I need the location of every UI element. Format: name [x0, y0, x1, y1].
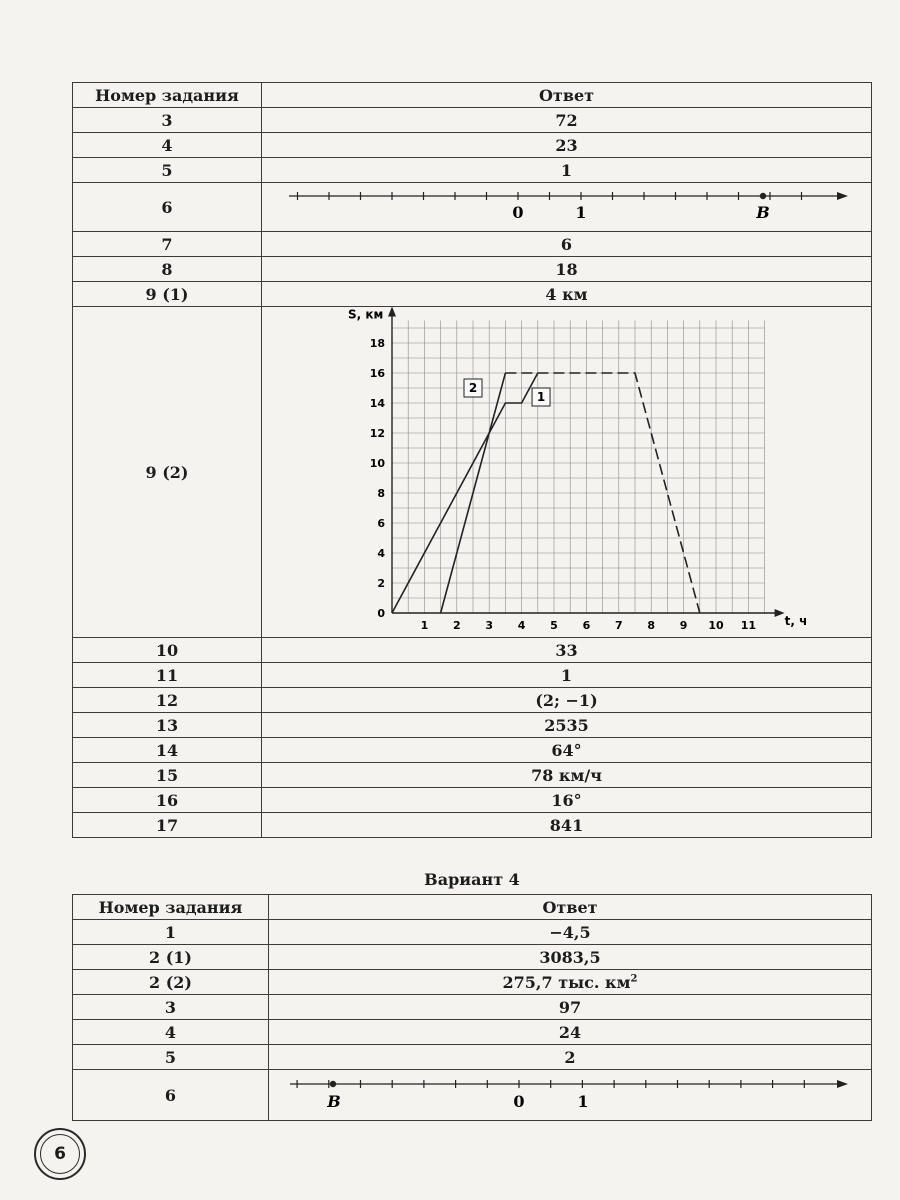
y-axis-label: S, км	[347, 307, 383, 322]
table-row	[73, 1045, 872, 1070]
x-axis-label: t, ч	[784, 614, 807, 628]
series-label: 1	[536, 390, 545, 404]
answer-value: 97	[269, 995, 872, 1020]
task-number: 6	[73, 1070, 269, 1121]
x-tick-label: 2	[452, 619, 461, 632]
table-row	[73, 688, 872, 713]
answer-value: 2	[269, 1045, 872, 1070]
answer-value: 18	[262, 257, 872, 282]
table-row	[73, 970, 872, 995]
answer-chart-cell	[262, 307, 872, 638]
task-number: 8	[73, 257, 262, 282]
answer-value: 1	[262, 663, 872, 688]
x-tick-label: 9	[679, 619, 687, 632]
table-row	[73, 738, 872, 763]
y-tick-label: 0	[376, 607, 385, 620]
answer-value: 72	[262, 108, 872, 133]
task-number: 9 (1)	[73, 282, 262, 307]
answer-value: 33	[262, 638, 872, 663]
task-number: 12	[73, 688, 262, 713]
answer-value: 23	[262, 133, 872, 158]
answer-number-line-cell	[269, 1070, 872, 1121]
series-label: 2	[468, 381, 477, 395]
arrow-right-icon	[837, 192, 848, 200]
x-tick-label: 3	[484, 619, 493, 632]
table-row	[73, 995, 872, 1020]
table-header-row	[73, 895, 872, 920]
task-number: 2 (2)	[73, 970, 269, 995]
answer-superscript: 2	[630, 973, 638, 985]
answer-value: 841	[262, 813, 872, 838]
point-b-label: B	[327, 1092, 341, 1111]
answer-value: 1	[262, 158, 872, 183]
point-b-marker	[330, 1081, 336, 1087]
table-row	[73, 232, 872, 257]
table-row	[73, 663, 872, 688]
y-tick-label: 4	[376, 547, 385, 560]
answer-value: 2535	[262, 713, 872, 738]
x-tick-label: 10	[707, 619, 724, 632]
x-tick-label: 6	[582, 619, 590, 632]
x-tick-label: 7	[614, 619, 623, 632]
task-number: 14	[73, 738, 262, 763]
number-line-zero-label: 0	[513, 1092, 525, 1111]
y-tick-label: 2	[376, 577, 385, 590]
task-number: 4	[73, 1020, 269, 1045]
variant-title: Вариант 4	[424, 870, 520, 889]
y-tick-label: 10	[369, 457, 385, 470]
answer-value: −4,5	[269, 920, 872, 945]
table-row	[73, 307, 872, 638]
task-number: 15	[73, 763, 262, 788]
answer-text: 275,7 тыс. км	[502, 972, 631, 992]
task-number: 3	[73, 108, 262, 133]
number-line-top	[262, 183, 872, 227]
x-tick-label: 11	[740, 619, 756, 632]
answer-value: (2; −1)	[262, 688, 872, 713]
y-tick-label: 6	[376, 517, 385, 530]
x-axis-arrow-icon	[774, 609, 784, 617]
task-number: 16	[73, 788, 262, 813]
table-row	[73, 945, 872, 970]
task-number: 2 (1)	[73, 945, 269, 970]
number-line-zero-label: 0	[512, 203, 524, 222]
task-number: 6	[73, 183, 262, 232]
task-number: 17	[73, 813, 262, 838]
y-tick-label: 12	[369, 427, 385, 440]
answers-table-bottom	[72, 894, 872, 1121]
x-tick-label: 1	[420, 619, 428, 632]
task-number: 4	[73, 133, 262, 158]
table-row	[73, 638, 872, 663]
answer-value: 64°	[262, 738, 872, 763]
answer-value: 3083,5	[269, 945, 872, 970]
point-b-marker	[760, 193, 766, 199]
table-row	[73, 257, 872, 282]
number-line-one-label: 1	[575, 203, 587, 222]
table-row	[73, 813, 872, 838]
table-row	[73, 763, 872, 788]
y-tick-label: 14	[369, 397, 385, 410]
y-axis-arrow-icon	[388, 307, 396, 317]
task-number: 13	[73, 713, 262, 738]
answers-table-top	[72, 82, 872, 838]
answer-number-line-cell	[262, 183, 872, 232]
number-line-bottom	[270, 1070, 870, 1116]
task-number: 9 (2)	[73, 307, 262, 638]
task-number: 5	[73, 1045, 269, 1070]
number-line-one-label: 1	[577, 1092, 589, 1111]
page-number: 6	[54, 1144, 66, 1164]
header-answer: Ответ	[269, 895, 872, 920]
task-number: 7	[73, 232, 262, 257]
y-tick-label: 18	[369, 337, 385, 350]
table-row	[73, 158, 872, 183]
table-row	[73, 788, 872, 813]
chart-grid	[392, 321, 765, 614]
answer-value: 4 км	[262, 282, 872, 307]
answer-value: 24	[269, 1020, 872, 1045]
page-number-badge	[34, 1128, 86, 1180]
x-tick-label: 4	[517, 619, 525, 632]
task-number: 11	[73, 663, 262, 688]
answer-value: 78 км/ч	[262, 763, 872, 788]
point-b-label: B	[756, 203, 770, 222]
answer-value: 16°	[262, 788, 872, 813]
table-row	[73, 183, 872, 232]
arrow-right-icon	[837, 1080, 848, 1088]
table-row	[73, 282, 872, 307]
table-row	[73, 1020, 872, 1045]
y-tick-label: 16	[369, 367, 385, 380]
task-number: 5	[73, 158, 262, 183]
y-tick-label: 8	[376, 487, 385, 500]
task-number: 3	[73, 995, 269, 1020]
header-answer: Ответ	[262, 83, 872, 108]
answer-value	[269, 970, 872, 995]
table-row	[73, 713, 872, 738]
table-header-row	[73, 83, 872, 108]
task-number: 10	[73, 638, 262, 663]
task-number: 1	[73, 920, 269, 945]
answer-value: 6	[262, 232, 872, 257]
distance-time-chart	[267, 307, 867, 633]
header-task-number: Номер задания	[73, 83, 262, 108]
table-row	[73, 1070, 872, 1121]
table-row	[73, 920, 872, 945]
header-task-number: Номер задания	[73, 895, 269, 920]
table-row	[73, 108, 872, 133]
x-tick-label: 8	[646, 619, 655, 632]
table-row	[73, 133, 872, 158]
x-tick-label: 5	[549, 619, 558, 632]
